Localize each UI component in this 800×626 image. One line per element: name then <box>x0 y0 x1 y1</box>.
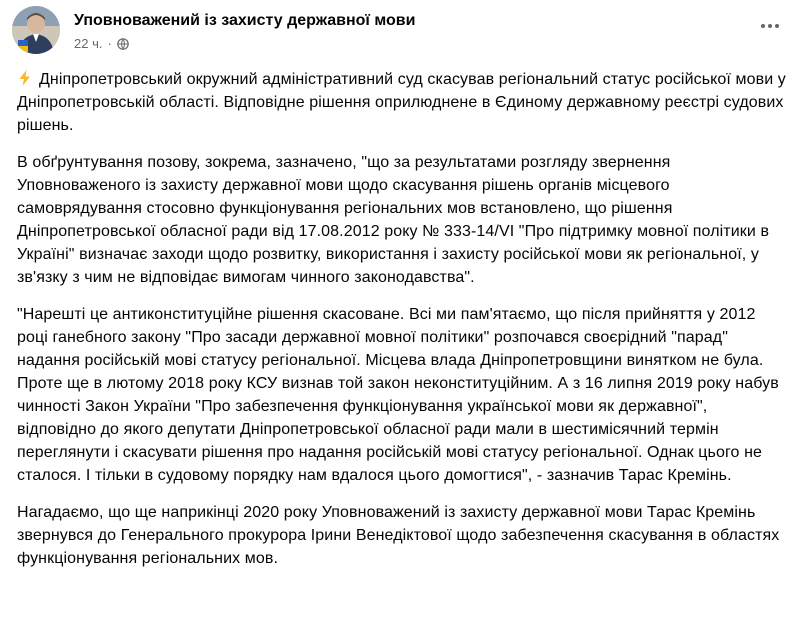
post-paragraph: В обґрунтування позову, зокрема, зазначено, "що за результатами розгляду звернення Уповноваженого із захисту державної мови щодо скасування рішень органів місцевого самоврядування стосовно функціонування регіональних мов встановлено, що рішення Дніпропетровської обласної ради від 17.08.2012 року № 333-14/VI "Про підтримку мовної політики в Україні" визначає заходи щодо розвитку, використання і захисту російської мови як регіональної, у зв'язку з чим не відповідає вимогам чинного законодавства". <box>17 154 770 286</box>
page-name-link[interactable]: Уповноважений із захисту державної мови <box>74 12 416 29</box>
post-paragraph <box>17 68 787 137</box>
more-options-icon <box>761 24 765 28</box>
post-paragraph: Нагадаємо, що ще наприкінці 2020 року Уповноважений із захисту державної мови Тарас Кремінь звернувся до Генерального прокурора Ірини Венедіктової щодо забезпечення скасування в областях функціонування регіональних мов. <box>17 504 780 567</box>
lightning-bolt-icon <box>17 70 33 86</box>
avatar[interactable] <box>12 6 60 54</box>
post-meta <box>74 36 129 51</box>
paragraph-text: Дніпропетровський окружний адміністративний суд скасував регіональний статус російської мови у Дніпропетровській області. Відповідне рішення оприлюднене в Єдиному державному реєстрі судових рішень. <box>17 71 786 134</box>
meta-separator: · <box>107 36 112 51</box>
more-options-button[interactable] <box>752 8 788 44</box>
post-timestamp[interactable]: 22 ч. <box>74 36 103 51</box>
post-header <box>12 6 788 58</box>
globe-icon[interactable] <box>117 38 129 50</box>
post-body <box>17 68 787 584</box>
post-paragraph: "Нарешті це антиконституційне рішення скасоване. Всі ми пам'ятаємо, що після прийняття у 2012 році ганебного закону "Про засади державної мовної політики" розпочався своєрідний "парад" надання російській мові статусу регіональної. Місцева влада Дніпропетровщини винятком не була. Проте ще в лютому 2018 року КСУ визнав той закон неконституційним. А з 16 липня 2019 року набув чинності Закон України "Про забезпечення функціонування української мови як державної", відповідно до якого депутати Дніпропетровської обласної ради мали в шестимісячний термін переглянути і скасувати рішення про надання російській мові статусу регіональної. Однак цього не сталося. І тільки в судовому порядку нам вдалося цього домогтися", - зазначив Тарас Кремінь. <box>17 306 779 484</box>
